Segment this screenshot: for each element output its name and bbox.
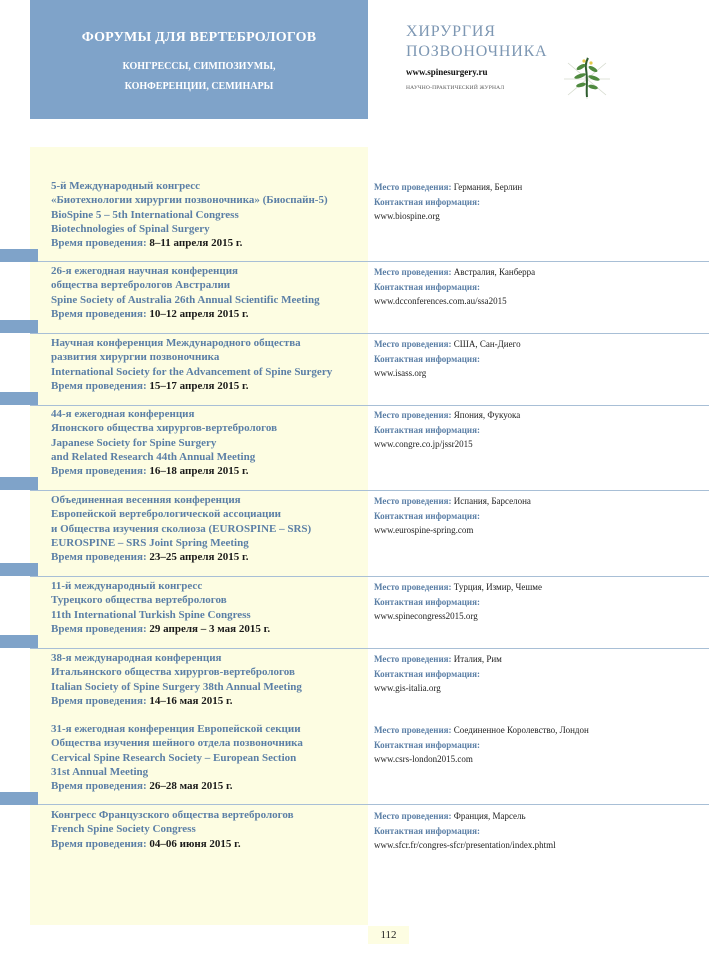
event-place-label: Место проведения: bbox=[374, 182, 452, 192]
event-dates-value: 29 апреля – 3 мая 2015 г. bbox=[149, 622, 271, 635]
event-contact-link[interactable]: www.sfcr.fr/congres-sfcr/presentation/index.phtml bbox=[374, 840, 556, 850]
event-place bbox=[374, 337, 704, 352]
event-contact-label: Контактная информация: bbox=[374, 424, 480, 435]
event-title-line: International Society for the Advancement of Spine Surgery bbox=[51, 365, 333, 378]
event-dates-label: Время проведения: bbox=[51, 780, 147, 793]
event-title-block bbox=[51, 264, 367, 321]
margin-tab-marker bbox=[0, 392, 38, 405]
margin-tab-marker bbox=[0, 320, 38, 333]
event-contact-label: Контактная информация: bbox=[374, 281, 480, 292]
event-contact-label: Контактная информация: bbox=[374, 668, 480, 679]
event-dates-label: Время проведения: bbox=[51, 379, 147, 392]
event-contact-label: Контактная информация: bbox=[374, 825, 480, 836]
event-contact-link[interactable]: www.eurospine-spring.com bbox=[374, 525, 474, 535]
section-subtitle-line-2: КОНФЕРЕНЦИИ, СЕМИНАРЫ bbox=[124, 81, 274, 92]
event-dates-label: Время проведения: bbox=[51, 551, 147, 564]
margin-tab-marker bbox=[0, 792, 38, 805]
event-place-label: Место проведения: bbox=[374, 496, 452, 506]
event-title-block bbox=[51, 493, 367, 564]
event-dates bbox=[51, 379, 367, 393]
event-title-line: Spine Society of Australia 26th Annual Scientific Meeting bbox=[51, 293, 320, 306]
event-dates bbox=[51, 464, 367, 478]
event-info-block bbox=[374, 337, 704, 381]
event-contact-label: Контактная информация: bbox=[374, 353, 480, 364]
event-dates bbox=[51, 307, 367, 321]
event-title-line: Biotechnologies of Spinal Surgery bbox=[51, 222, 210, 235]
event-contact-label: Контактная информация: bbox=[374, 739, 480, 750]
event-dates-value: 10–12 апреля 2015 г. bbox=[149, 307, 249, 320]
event-title-line: 11th International Turkish Spine Congress bbox=[51, 608, 251, 621]
event-place-label: Место проведения: bbox=[374, 811, 452, 821]
event-title-line: French Spine Society Congress bbox=[51, 823, 196, 836]
event-title-block bbox=[51, 722, 367, 793]
event-title-line: Japanese Society for Spine Surgery bbox=[51, 436, 217, 449]
event-place-label: Место проведения: bbox=[374, 267, 452, 277]
event-dates-value: 26–28 мая 2015 г. bbox=[149, 780, 233, 793]
event-info-block bbox=[374, 494, 704, 538]
event-title-line: Итальянского общества хирургов-вертебрологов bbox=[51, 666, 295, 679]
event-title-line: 31st Annual Meeting bbox=[51, 765, 149, 778]
event-contact-link[interactable]: www.csrs-london2015.com bbox=[374, 754, 473, 764]
event-info-block bbox=[374, 265, 704, 309]
event-dates-label: Время проведения: bbox=[51, 237, 147, 250]
event-title-line: Общества изучения шейного отдела позвоночника bbox=[51, 737, 303, 750]
entry-divider bbox=[30, 576, 709, 577]
event-dates-value: 23–25 апреля 2015 г. bbox=[149, 551, 249, 564]
event-place bbox=[374, 180, 704, 195]
event-dates-value: 8–11 апреля 2015 г. bbox=[149, 237, 243, 250]
event-contact-label: Контактная информация: bbox=[374, 596, 480, 607]
event-title-line: EUROSPINE – SRS Joint Spring Meeting bbox=[51, 536, 249, 549]
event-contact-link[interactable]: www.dcconferences.com.au/ssa2015 bbox=[374, 296, 507, 306]
event-dates-value: 04–06 июня 2015 г. bbox=[149, 837, 241, 850]
event-title-line: Italian Society of Spine Surgery 38th Annual Meeting bbox=[51, 680, 302, 693]
journal-title-line-2: ПОЗВОНОЧНИКА bbox=[406, 43, 548, 60]
event-title-block bbox=[51, 579, 367, 636]
event-title-line: Европейской вертебрологической ассоциации bbox=[51, 508, 282, 521]
event-title-line: 44-я ежегодная конференция bbox=[51, 408, 195, 420]
event-dates-label: Время проведения: bbox=[51, 307, 147, 320]
event-dates-label: Время проведения: bbox=[51, 837, 147, 850]
event-title-line: развития хирургии позвоночника bbox=[51, 351, 220, 364]
event-place bbox=[374, 265, 704, 280]
page-number: 112 bbox=[368, 926, 409, 944]
event-dates-value: 14–16 мая 2015 г. bbox=[149, 694, 233, 707]
event-place-value: Италия, Рим bbox=[453, 654, 502, 664]
event-contact-link[interactable]: www.spinecongress2015.org bbox=[374, 611, 478, 621]
event-place-label: Место проведения: bbox=[374, 725, 452, 735]
entry-divider bbox=[30, 405, 709, 406]
margin-tab-marker bbox=[0, 563, 38, 576]
event-title-line: 5-й Международный конгресс bbox=[51, 180, 201, 192]
event-place-value: США, Сан-Диего bbox=[453, 339, 521, 349]
section-subtitle-line-1: КОНГРЕССЫ, СИМПОЗИУМЫ, bbox=[122, 61, 276, 72]
event-info-block bbox=[374, 652, 704, 696]
event-title-line: BioSpine 5 – 5th International Congress bbox=[51, 208, 239, 221]
event-title-block bbox=[51, 808, 367, 851]
event-place bbox=[374, 809, 704, 824]
event-info-block bbox=[374, 580, 704, 624]
event-dates-label: Время проведения: bbox=[51, 622, 147, 635]
event-title-line: 11-й международный конгресс bbox=[51, 580, 203, 592]
event-title-block bbox=[51, 179, 367, 250]
event-dates bbox=[51, 694, 367, 708]
entry-divider bbox=[30, 648, 709, 649]
event-contact-link[interactable]: www.biospine.org bbox=[374, 211, 440, 221]
event-dates-label: Время проведения: bbox=[51, 694, 147, 707]
margin-tab-marker bbox=[0, 477, 38, 490]
event-place-value: Турция, Измир, Чешме bbox=[453, 582, 542, 592]
event-title-block bbox=[51, 651, 367, 708]
event-place-value: Япония, Фукуока bbox=[453, 410, 521, 420]
section-title: ФОРУМЫ ДЛЯ ВЕРТЕБРОЛОГОВ bbox=[81, 30, 317, 45]
event-title-line: Турецкого общества вертебрологов bbox=[51, 594, 227, 607]
event-place-value: Соединенное Королевство, Лондон bbox=[453, 725, 589, 735]
section-header bbox=[30, 0, 368, 119]
event-place bbox=[374, 723, 704, 738]
event-title-line: Конгресс Французского общества вертебрологов bbox=[51, 809, 294, 821]
event-place-value: Испания, Барселона bbox=[453, 496, 531, 506]
event-title-line: and Related Research 44th Annual Meeting bbox=[51, 450, 256, 463]
event-title-block bbox=[51, 407, 367, 478]
entry-divider bbox=[30, 261, 709, 262]
event-dates bbox=[51, 236, 367, 250]
event-place bbox=[374, 494, 704, 509]
event-info-block bbox=[374, 408, 704, 452]
event-place bbox=[374, 408, 704, 423]
event-dates-value: 15–17 апреля 2015 г. bbox=[149, 379, 249, 392]
journal-logo-icon bbox=[562, 55, 612, 101]
event-dates bbox=[51, 550, 367, 564]
entry-divider bbox=[30, 490, 709, 491]
event-info-block bbox=[374, 180, 704, 224]
event-dates bbox=[51, 622, 367, 636]
event-place-label: Место проведения: bbox=[374, 582, 452, 592]
entry-divider bbox=[30, 333, 709, 334]
event-title-line: «Биотехнологии хирургии позвоночника» (Биоспайн-5) bbox=[51, 194, 328, 207]
event-info-block bbox=[374, 809, 704, 853]
event-title-line: Объединенная весенняя конференция bbox=[51, 494, 241, 506]
event-contact-label: Контактная информация: bbox=[374, 196, 480, 207]
event-place-value: Австралия, Канберра bbox=[453, 267, 536, 277]
journal-description: НАУЧНО-ПРАКТИЧЕСКИЙ ЖУРНАЛ bbox=[406, 85, 505, 91]
event-place bbox=[374, 580, 704, 595]
event-dates-value: 16–18 апреля 2015 г. bbox=[149, 465, 249, 478]
event-place-label: Место проведения: bbox=[374, 339, 452, 349]
entry-divider bbox=[30, 804, 709, 805]
event-title-line: 26-я ежегодная научная конференция bbox=[51, 265, 238, 277]
section-subtitle bbox=[30, 57, 368, 97]
event-place-label: Место проведения: bbox=[374, 654, 452, 664]
event-title-line: и Общества изучения сколиоза (EUROSPINE – SRS) bbox=[51, 522, 312, 535]
event-contact-link[interactable]: www.isass.org bbox=[374, 368, 427, 378]
event-title-line: 38-я международная конференция bbox=[51, 652, 222, 664]
event-contact-link[interactable]: www.congre.co.jp/jssr2015 bbox=[374, 439, 473, 449]
event-title-line: Японского общества хирургов-вертебрологов bbox=[51, 422, 278, 435]
event-title-line: Научная конференция Международного общества bbox=[51, 337, 301, 349]
event-info-block bbox=[374, 723, 704, 767]
event-dates bbox=[51, 779, 367, 793]
margin-tab-marker bbox=[0, 635, 38, 648]
event-place-label: Место проведения: bbox=[374, 410, 452, 420]
event-dates-label: Время проведения: bbox=[51, 465, 147, 478]
event-title-line: 31-я ежегодная конференция Европейской секции bbox=[51, 723, 301, 735]
event-title-line: общества вертебрологов Австралии bbox=[51, 279, 231, 292]
journal-url-link[interactable]: www.spinesurgery.ru bbox=[406, 67, 488, 77]
margin-tab-marker bbox=[0, 249, 38, 262]
journal-title-line-1: ХИРУРГИЯ bbox=[406, 23, 496, 40]
event-title-line: Cervical Spine Research Society – European Section bbox=[51, 751, 297, 764]
event-place-value: Германия, Берлин bbox=[453, 182, 523, 192]
event-place bbox=[374, 652, 704, 667]
event-title-block bbox=[51, 336, 367, 393]
event-place-value: Франция, Марсель bbox=[453, 811, 526, 821]
event-dates bbox=[51, 837, 367, 851]
event-contact-link[interactable]: www.gis-italia.org bbox=[374, 683, 441, 693]
event-contact-label: Контактная информация: bbox=[374, 510, 480, 521]
